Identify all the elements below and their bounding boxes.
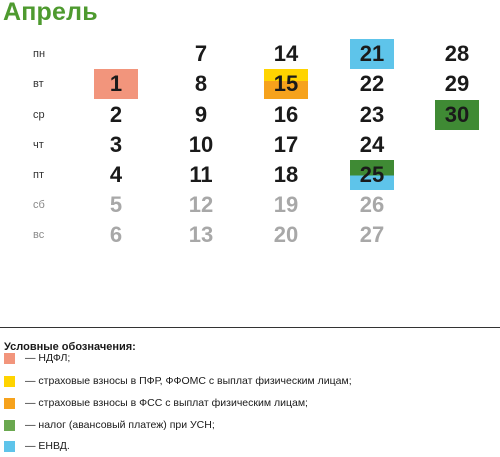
weekday-label: пн (33, 48, 46, 60)
calendar-day: 24 (359, 132, 385, 157)
calendar-day: 17 (273, 132, 299, 157)
envd-swatch (4, 441, 15, 452)
calendar-day: 14 (273, 41, 299, 66)
calendar-day: 13 (188, 222, 214, 247)
fss-swatch (4, 398, 15, 409)
legend-item-label: — налог (авансовый платеж) при УСН; (25, 419, 215, 431)
calendar-day: 25 (350, 160, 394, 190)
legend-divider (0, 327, 500, 328)
calendar-day: 11 (189, 162, 213, 187)
legend-item (4, 396, 308, 410)
legend-item-label: — страховые взносы в ФСС с выплат физическим лицам; (25, 397, 308, 409)
calendar-day: 27 (359, 222, 385, 247)
calendar-day: 2 (109, 102, 123, 127)
calendar-day: 26 (359, 192, 385, 217)
calendar-day: 18 (273, 162, 299, 187)
weekday-label: чт (33, 139, 44, 151)
calendar-day: 30 (435, 100, 479, 130)
legend-item (4, 439, 70, 453)
month-title: Апрель (3, 0, 98, 26)
calendar-day: 28 (444, 41, 470, 66)
weekday-label: пт (33, 169, 44, 181)
calendar-day: 20 (273, 222, 299, 247)
legend-item (4, 374, 352, 388)
calendar-day: 23 (359, 102, 385, 127)
calendar-day: 22 (359, 71, 385, 96)
calendar-day: 10 (188, 132, 214, 157)
weekday-label: ср (33, 109, 45, 121)
weekday-label: вт (33, 78, 44, 90)
usn-swatch (4, 420, 15, 431)
calendar-day: 21 (350, 39, 394, 69)
calendar-day: 1 (94, 69, 138, 99)
calendar-day: 19 (273, 192, 299, 217)
legend-item-label: — страховые взносы в ПФР, ФФОМС с выплат физическим лицам; (25, 375, 352, 387)
calendar-day: 29 (444, 71, 470, 96)
calendar-day: 9 (194, 102, 208, 127)
calendar-day: 7 (194, 41, 208, 66)
legend-item (4, 351, 70, 365)
calendar-day: 3 (109, 132, 123, 157)
ndfl-swatch (4, 353, 15, 364)
calendar-day: 6 (109, 222, 123, 247)
calendar-day: 12 (188, 192, 214, 217)
legend-item (4, 418, 215, 432)
calendar-day: 4 (109, 162, 123, 187)
legend-item-label: — ЕНВД. (25, 440, 70, 452)
weekday-label: вс (33, 229, 45, 241)
legend-item-label: — НДФЛ; (25, 352, 71, 364)
pfr-swatch (4, 376, 15, 387)
calendar-day: 16 (273, 102, 299, 127)
legend-title: Условные обозначения: (4, 341, 136, 353)
calendar-day: 8 (194, 71, 208, 96)
calendar-day: 5 (109, 192, 123, 217)
weekday-label: сб (33, 199, 45, 211)
calendar-day: 15 (264, 69, 308, 99)
